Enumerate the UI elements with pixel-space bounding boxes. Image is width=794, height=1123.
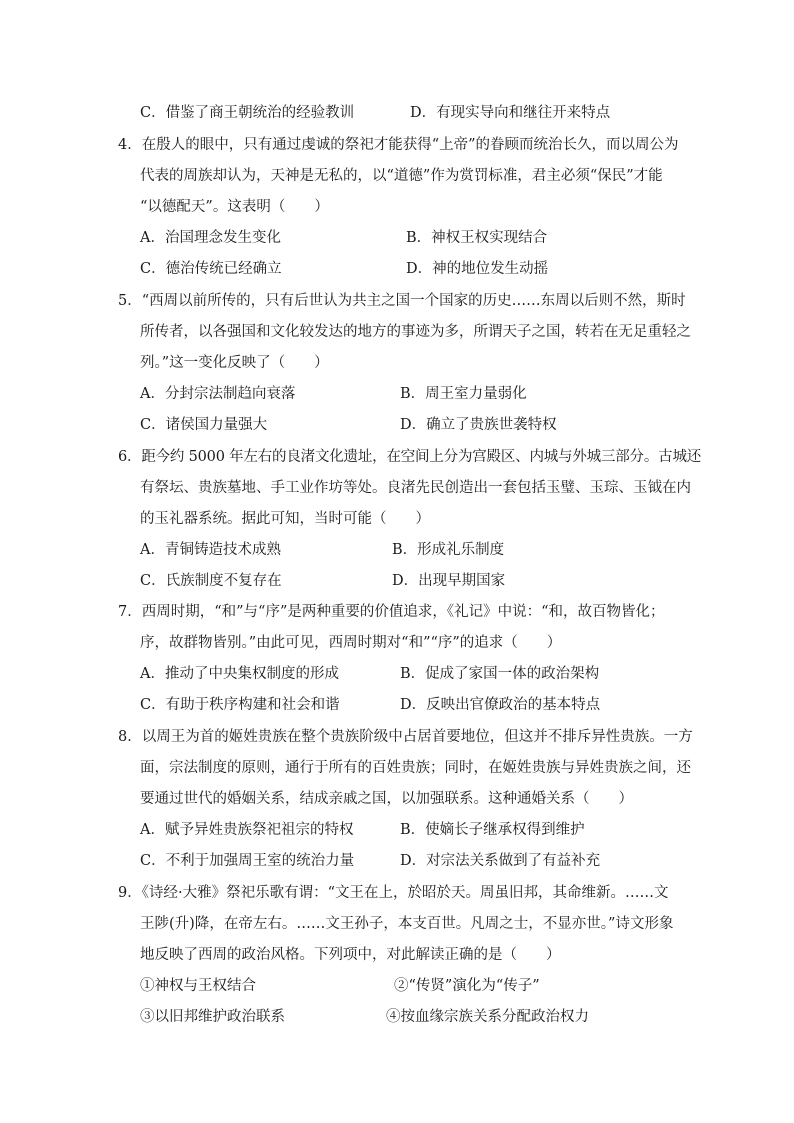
q7-option-a: A．推动了中央集权制度的形成 [140, 666, 339, 682]
q4-option-d: D．神的地位发生动摇 [406, 261, 549, 277]
q9-statement-3: ③以旧邦维护政治联系 [140, 1009, 285, 1025]
q9-statement-1: ①神权与王权结合 [140, 978, 256, 994]
q8-stem-line-1: 8．以周王为首的姬姓贵族在整个贵族阶级中占居首要地位，但这并不排斥异性贵族。一方 [118, 729, 693, 745]
q6-stem-line-3: 的玉礼器系统。据此可知，当时可能（ ） [140, 511, 430, 527]
q8-option-a: A．赋予异姓贵族祭祀祖宗的特权 [140, 822, 354, 838]
q8-option-c: C．不利于加强周王室的统治力量 [140, 853, 355, 869]
q7-option-b: B．促成了家国一体的政治架构 [400, 666, 600, 682]
q4-option-a: A．治国理念发生变化 [140, 230, 281, 246]
q9-stem-line-1: 9．《诗经·大雅》祭祀乐歌有谓：“文王在上，於昭於天。周虽旧邦，其命维新。……文 [118, 885, 669, 901]
q5-option-c: C．诸侯国力量强大 [140, 417, 268, 433]
q9-statement-2: ②“传贤”演化为“传子” [394, 978, 540, 994]
q8-option-b: B．使嫡长子继承权得到维护 [400, 822, 585, 838]
q7-option-c: C．有助于秩序构建和社会和谐 [140, 697, 340, 713]
q4-option-b: B．神权王权实现结合 [406, 230, 548, 246]
q4-stem-line-2: 代表的周族却认为，天神是无私的，以“道德”作为赏罚标准，君主必须“保民”才能 [140, 168, 663, 184]
q5-option-a: A．分封宗法制趋向衰落 [140, 386, 296, 402]
q5-stem-line-2: 所传者，以各强国和文化较发达的地方的事迹为多，所谓天子之国，转若在无足重轻之 [140, 324, 691, 340]
q4-stem-line-1: 4．在殷人的眼中，只有通过虔诚的祭祀才能获得“上帝”的眷顾而统治长久，而以周公为 [118, 137, 679, 153]
q8-stem-line-2: 面，宗法制度的原则，通行于所有的百姓贵族；同时，在姬姓贵族与异姓贵族之间，还 [140, 760, 691, 776]
q6-stem-line-2: 有祭坛、贵族墓地、手工业作坊等处。良渚先民创造出一套包括玉璧、玉琮、玉钺在内 [140, 480, 691, 496]
q9-stem-line-2: 王陟(升)降，在帝左右。……文王孙子，本支百世。凡周之士，不显亦世。”诗文形象 [140, 916, 674, 932]
q6-option-b: B．形成礼乐制度 [392, 542, 505, 558]
q3-option-c: C．借鉴了商王朝统治的经验教训 [140, 105, 355, 121]
q5-option-d: D．确立了贵族世袭特权 [400, 417, 557, 433]
q9-statement-4: ④按血缘宗族关系分配政治权力 [386, 1009, 589, 1025]
q9-stem-line-3: 地反映了西周的政治风格。下列项中，对此解读正确的是（ ） [140, 947, 561, 963]
q6-option-d: D．出现早期国家 [392, 573, 506, 589]
q5-stem-line-1: 5．“西周以前所传的，只有后世认为共主之国一个国家的历史……东周以后则不然，斯时 [118, 293, 686, 309]
q5-option-b: B．周王室力量弱化 [400, 386, 527, 402]
q6-option-c: C．氏族制度不复存在 [140, 573, 282, 589]
q6-stem-line-1: 6．距今约 5000 年左右的良渚文化遗址，在空间上分为宫殿区、内城与外城三部分。古城还 [118, 449, 702, 465]
q7-stem-line-1: 7．西周时期，“和”与“序”是两种重要的价值追求，《礼记》中说：“和，故百物皆化； [118, 604, 665, 620]
q7-option-d: D．反映出官僚政治的基本特点 [400, 697, 601, 713]
q6-option-a: A．青铜铸造技术成熟 [140, 542, 281, 558]
q4-stem-line-3: “以德配天”。这表明（ ） [140, 199, 329, 215]
q4-option-c: C．德治传统已经确立 [140, 261, 282, 277]
q7-stem-line-2: 序，故群物皆别。”由此可见，西周时期对“和”“序”的追求（ ） [140, 635, 562, 651]
q3-option-d: D．有现实导向和继往开来特点 [410, 105, 611, 121]
q5-stem-line-3: 列。”这一变化反映了（ ） [140, 355, 329, 371]
q8-option-d: D．对宗法关系做到了有益补充 [400, 853, 601, 869]
q8-stem-line-3: 要通过世代的婚姻关系，结成亲戚之国，以加强联系。这种通婚关系（ ） [140, 791, 633, 807]
